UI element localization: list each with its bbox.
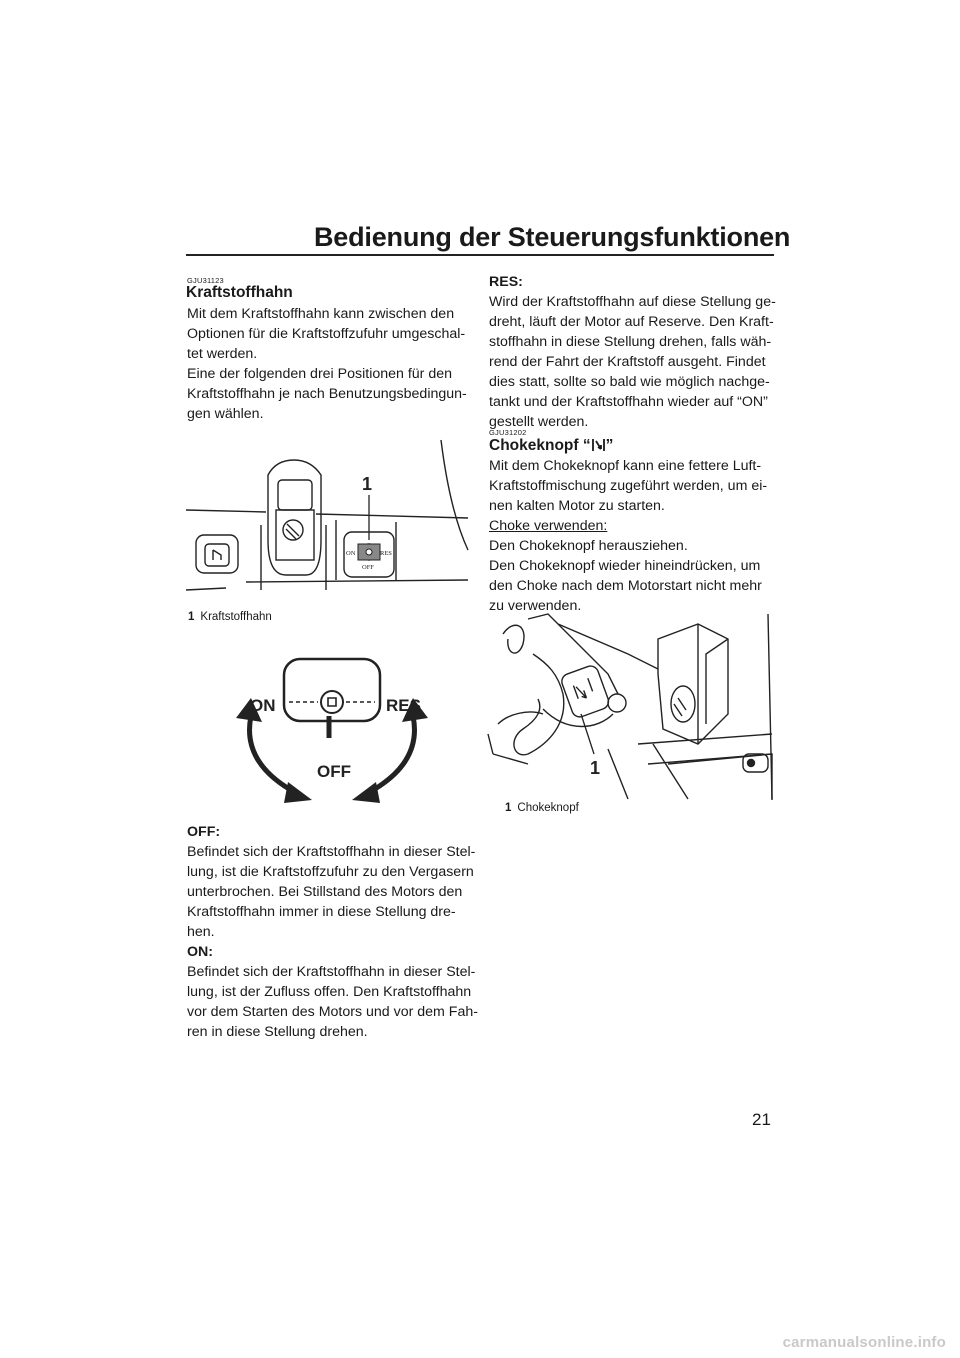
text-line: lung, ist die Kraftstoffzufuhr zu den Vergasern (187, 864, 474, 880)
text-line: dies statt, sollte so bald wie möglich nachge- (489, 374, 770, 390)
fuel-tap-positions-diagram (226, 654, 432, 804)
text-line: dreht, läuft der Motor auf Reserve. Den Kraft- (489, 314, 774, 330)
title-rule (186, 254, 774, 256)
label-on: ON (250, 696, 276, 715)
text-line: Kraftstoffmischung zugeführt werden, um ei- (489, 478, 768, 494)
text-line: unterbrochen. Bei Stillstand des Motors den (187, 884, 463, 900)
text-line: Mit dem Kraftstoffhahn kann zwischen den (187, 306, 455, 322)
text-line: zu verwenden. (489, 598, 582, 614)
text-line: hen. (187, 924, 215, 940)
text-line: tet werden. (187, 346, 258, 362)
fig1-label-off: OFF (362, 564, 374, 571)
text-line: nen kalten Motor zu starten. (489, 498, 665, 514)
fig3-callout: 1 (590, 758, 601, 778)
text-line: gen wählen. (187, 406, 264, 422)
site-watermark[interactable]: carmanualsonline.info (782, 1334, 946, 1351)
caption-text: Chokeknopf (517, 802, 579, 814)
text-line: tankt und der Kraftstoffhahn wieder auf “ON” (489, 394, 768, 410)
off-description (187, 822, 478, 1042)
text-line: Optionen für die Kraftstoffzufuhr umgeschal- (187, 326, 466, 342)
text-line: den Choke nach dem Motorstart nicht mehr (489, 578, 762, 594)
text-line: Den Chokeknopf wieder hineindrücken, um (489, 558, 761, 574)
fig1-label-res: RES (380, 550, 392, 557)
caption-number: 1 (505, 802, 512, 814)
choke-description (489, 456, 767, 616)
section-heading-choke (489, 437, 613, 455)
res-description (489, 272, 776, 432)
text-line: Kraftstoffhahn immer in diese Stellung dre- (187, 904, 456, 920)
fig1-label-on: ON (346, 550, 356, 557)
figure-caption (188, 611, 272, 623)
text-line: stoffhahn in diese Stellung drehen, falls wäh- (489, 334, 772, 350)
res-label: RES: (489, 274, 523, 290)
text-line: Wird der Kraftstoffhahn auf diese Stellung ge- (489, 294, 776, 310)
fig1-callout: 1 (362, 474, 373, 494)
text-line: Den Chokeknopf herausziehen. (489, 538, 688, 554)
text-line: lung, ist der Zufluss offen. Den Kraftstoffhahn (187, 984, 472, 1000)
page-number: 21 (752, 1110, 771, 1129)
heading-text: Chokeknopf “ (489, 437, 591, 454)
fuel-tap-intro (187, 304, 467, 424)
section-code: GJU31123 (187, 276, 224, 285)
off-label: OFF: (187, 824, 221, 840)
label-res: RES (386, 696, 421, 715)
text-line: vor dem Starten des Motors und vor dem Fah- (187, 1004, 478, 1020)
text-line: Befindet sich der Kraftstoffhahn in dieser Stel- (187, 844, 476, 860)
text-line: Eine der folgenden drei Positionen für den (187, 366, 453, 382)
label-off: OFF (317, 762, 351, 781)
text-line: gestellt werden. (489, 414, 589, 430)
caption-number: 1 (188, 611, 195, 623)
choke-symbol-icon (591, 438, 606, 452)
figure-caption (505, 802, 579, 814)
text-line: Mit dem Chokeknopf kann eine fettere Luft- (489, 458, 762, 474)
on-label: ON: (187, 944, 214, 960)
text-line: Kraftstoffhahn je nach Benutzungsbedingun- (187, 386, 467, 402)
fuel-tap-illustration (186, 440, 468, 620)
heading-text: ” (605, 437, 614, 454)
section-code: GJU31202 (489, 428, 527, 437)
choke-knob-illustration (488, 614, 772, 800)
choke-usage-subheading: Choke verwenden: (489, 518, 608, 534)
text-line: ren in diese Stellung drehen. (187, 1024, 368, 1040)
text-line: rend der Fahrt der Kraftstoff ausgeht. Findet (489, 354, 766, 370)
section-heading-fuel-tap: Kraftstoffhahn (186, 284, 293, 301)
text-line: Befindet sich der Kraftstoffhahn in dieser Stel- (187, 964, 476, 980)
caption-text: Kraftstoffhahn (200, 611, 272, 623)
page-title: Bedienung der Steuerungsfunktionen (314, 222, 791, 252)
